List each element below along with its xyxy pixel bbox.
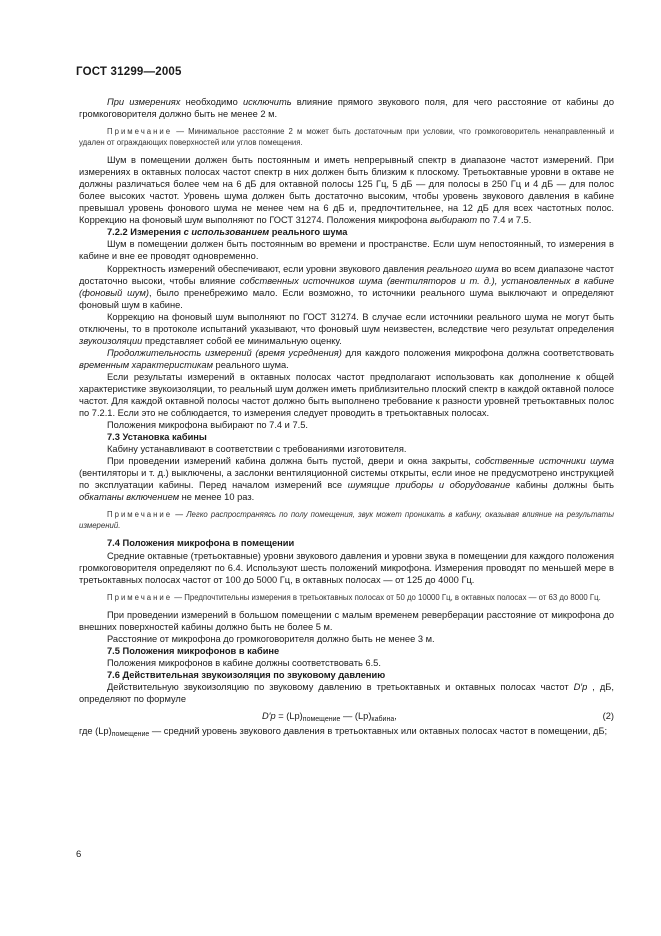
- paragraph-room-levels: Средние октавные (третьоктавные) уровни звукового давления и уровни звука в помещении для каждого положения громкоговорителя определяют по 6.4. Используют шесть положений микрофона. Измерения проводят по меньшей мере в третьоктавных полосах частот от 100 до 5000 Гц, в октавных полосах — от 125 до 4000 Гц.: [79, 550, 614, 585]
- section-7-2-2-heading: 7.2.2 Измерения с использованием реального шума: [107, 227, 348, 238]
- note-1: Примечание — Минимальное расстояние 2 м может быть достаточным при условии, что громкоговоритель ненаправленный и удален от ограждающих поверхностей или углов помещения.: [79, 127, 614, 148]
- paragraph-installation: Кабину устанавливают в соответствии с требованиями изготовителя.: [107, 444, 407, 455]
- section-7-6-heading: 7.6 Действительная звукоизоляция по звуковому давлению: [107, 669, 386, 680]
- formula-2: [79, 707, 614, 725]
- paragraph-direct-field: При измерениях необходимо исключить влияние прямого звукового поля, для чего расстояние от кабины до громкоговорителя должно быть не менее 2 м.: [79, 97, 614, 120]
- paragraph-room-noise: Шум в помещении должен быть постоянным и иметь непрерывный спектр в диапазоне частот измерений. При измерениях в октавных полосах частот спектр в них должен быть близким к плоскому. Третьоктавные уровни в октаве не должны различаться более чем на 6 дБ для октавной полосы 125 Гц, 5 дБ — для полосы в 250 Гц и 4 дБ — для полос более высоких частот. Уровень шума должен быть достаточно высоким, чтобы уровень звукового давления в кабине превышал уровень фонового шума не менее чем на 6 дБ и, предпочтительнее, на 12 дБ для всех частотных полос. Коррекцию на фоновый шум выполняют по ГОСТ 31274. Положения микрофона выбирают по 7.4 и 7.5.: [79, 155, 614, 226]
- page-number: 6: [76, 849, 82, 860]
- paragraph-mic-positions: Положения микрофона выбирают по 7.4 и 7.5.: [107, 420, 308, 431]
- formula-number: (2): [602, 711, 614, 722]
- note-3: Примечание — Предпочтительны измерения в третьоктавных полосах от 50 до 10000 Гц, в октавных полосах — от 63 до 8000 Гц.: [107, 592, 601, 602]
- paragraph-background-correction: Коррекцию на фоновый шум выполняют по ГОСТ 31274. В случае если источники реального шума не могут быть отключены, то в протоколе испытаний указывают, что фоновый шум неизвестен, вследствие чего результат определения звукоизоляции представляет собой ее минимальную оценку.: [79, 311, 614, 346]
- document-header: ГОСТ 31299—2005: [76, 66, 182, 78]
- section-7-4-heading: 7.4 Положения микрофона в помещении: [107, 538, 295, 549]
- formula-expression: $D'p = (Lp)_{помещение}$ — $(Lp)_{кабина}$,: [262, 711, 397, 724]
- note-2: Примечание — Легко распространяясь по полу помещения, звук может проникать в кабину, оказывая влияние на результаты измерений.: [79, 510, 614, 531]
- document-body: [79, 96, 614, 741]
- section-7-3-heading: 7.3 Установка кабины: [107, 432, 207, 443]
- paragraph-cabin-conditions: При проведении измерений кабина должна быть пустой, двери и окна закрыты, собственные источники шума (вентиляторы и т. д.) выключены, а заслонки вентиляционной системы открыты, если иное не предусмотрено инструкцией по эксплуатации кабины. Перед началом измерений все шумящие приборы и оборудование кабины должны быть обкатаны включением не менее 10 раз.: [79, 456, 614, 503]
- paragraph-correctness: Корректность измерений обеспечивают, если уровни звукового давления реального шума во всем диапазоне частот достаточно высоки, чтобы влияние собственных источников шума (вентиляторов и т. д.), установленных в кабине (фоновый шум), было пренебрежимо мало. Если возможно, то источники реального шума выключают и определяют фоновый шум в кабине.: [79, 263, 615, 310]
- paragraph-octave-results: Если результаты измерений в октавных полосах частот предполагают использовать как дополнение к общей характеристике звукоизоляции, то реальный шум должен иметь приблизительно плоский спектр в каждой октавной полосе частот. Для каждой октавной полосы частот должно быть выполнено требование к разности уровней третьоктавных полос по 7.2.1. Если это не соблюдается, то измерения следует проводить в третьоктавных полосах.: [79, 371, 614, 419]
- paragraph-insulation-def: Действительную звукоизоляцию по звуковому давлению в третьоктавных и октавных полосах частот D′p , дБ, определяют по формуле: [79, 681, 614, 704]
- paragraph-duration: Продолжительность измерений (время усреднения) для каждого положения микрофона должна соответствовать временным характеристикам реального шума.: [79, 347, 614, 370]
- paragraph-noise-constant: Шум в помещении должен быть постоянным во времени и пространстве. Если шум непостоянный, то измерения в кабине и вне ее проводят одновременно.: [79, 239, 614, 262]
- formula-where-definition: где $(Lp)_{помещение}$ — средний уровень звукового давления в третьоктавных или октавных полосах частот в помещении, дБ;: [79, 726, 608, 739]
- section-7-5-heading: 7.5 Положения микрофонов в кабине: [107, 645, 280, 656]
- paragraph-large-room: При проведении измерений в большом помещении с малым временем реверберации расстояние от микрофона до внешних поверхностей кабины должно быть не более 5 м.: [79, 609, 614, 632]
- paragraph-cabin-mics: Положения микрофонов в кабине должны соответствовать 6.5.: [107, 657, 381, 668]
- paragraph-distance: Расстояние от микрофона до громкоговорителя должно быть не менее 3 м.: [107, 633, 435, 644]
